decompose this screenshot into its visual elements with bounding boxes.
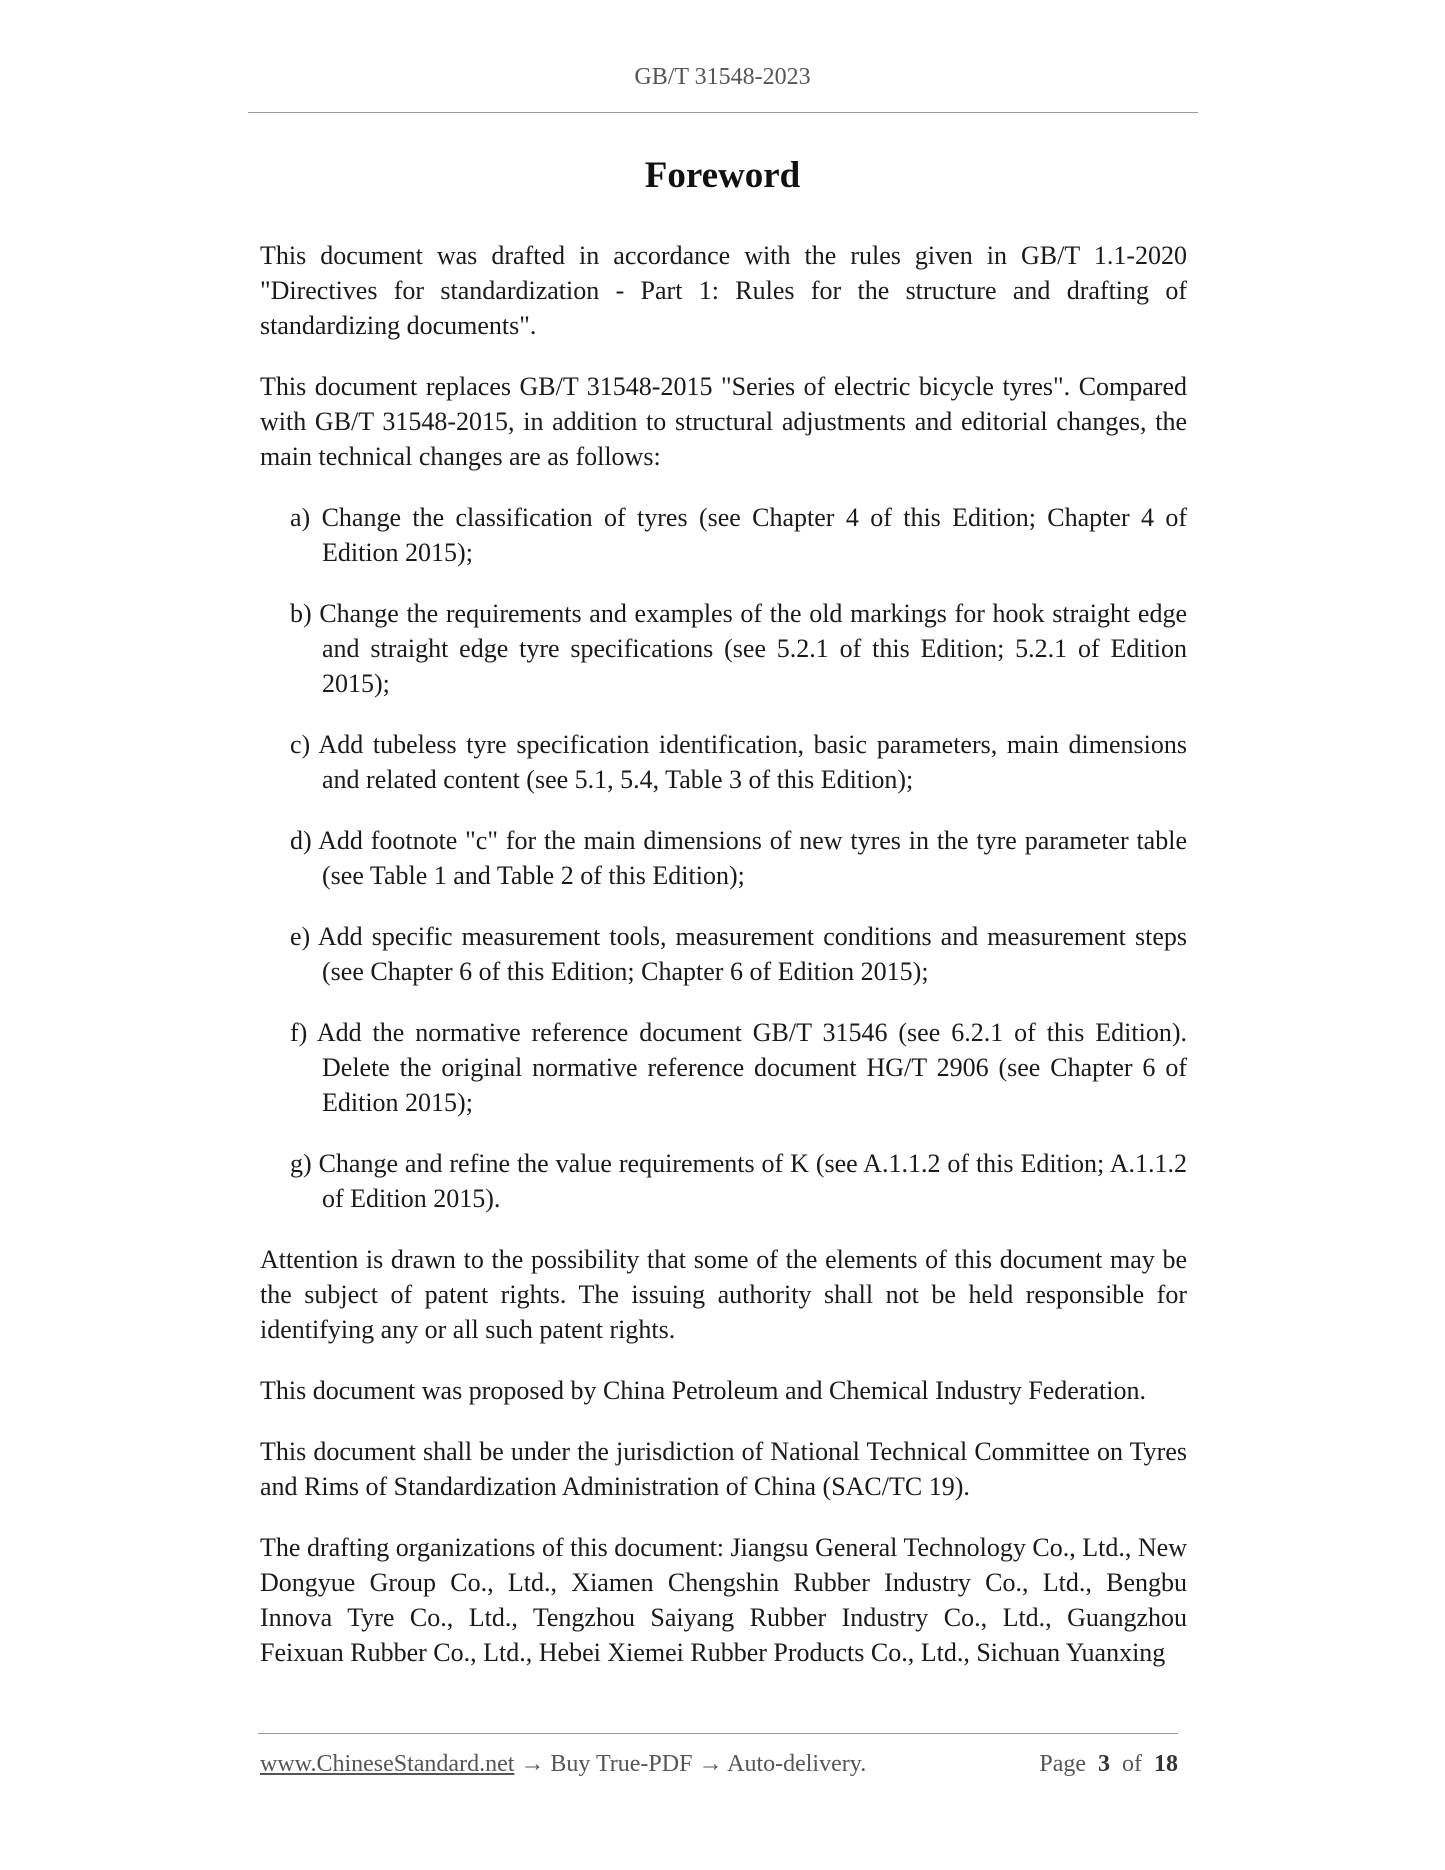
total-page-count: 18	[1154, 1751, 1178, 1777]
page-title: Foreword	[644, 155, 801, 196]
header-divider	[248, 112, 1198, 113]
paragraph-patent-notice: Attention is drawn to the possibility that some of the elements of this document may be the subject of patent rights. The issuing authority shall not be held responsible for identifying any or all such patent rights.	[260, 1245, 1187, 1344]
change-item-b: b) Change the requirements and examples of the old markings for hook straight edge and straight edge tyre specifications (see 5.2.1 of this Edition; 5.2.1 of Edition 2015);	[290, 599, 1187, 698]
website-link[interactable]: www.ChineseStandard.net	[260, 1751, 515, 1777]
document-body	[260, 238, 1187, 1696]
page-indicator	[1039, 1751, 1178, 1778]
change-item-g: g) Change and refine the value requirements of K (see A.1.1.2 of this Edition; A.1.1.2 of Edition 2015).	[290, 1149, 1187, 1213]
paragraph-drafting-organizations: The drafting organizations of this document: Jiangsu General Technology Co., Ltd., New Dongyue Group Co., Ltd., Xiamen Chengshin Rubber Industry Co., Ltd., Bengbu Innova Tyre Co., Ltd., Tengzhou Saiyang Rubber Industry Co., Ltd., Guangzhou Feixuan Rubber Co., Ltd., Hebei Xiemei Rubber Products Co., Ltd., Sichuan Yuanxing	[260, 1533, 1187, 1667]
current-page-number: 3	[1098, 1751, 1110, 1777]
document-header-code: GB/T 31548-2023	[634, 64, 811, 90]
paragraph-replaces: This document replaces GB/T 31548-2015 "Series of electric bicycle tyres". Compared with GB/T 31548-2015, in addition to structural adjustments and editorial changes, the main technical changes are as follows:	[260, 372, 1187, 471]
footer-promo	[260, 1751, 866, 1778]
paragraph-drafting-rules: This document was drafted in accordance with the rules given in GB/T 1.1-2020 "Directives for standardization - Part 1: Rules for the structure and drafting of standardizing documents".	[260, 241, 1187, 340]
paragraph-proposed-by: This document was proposed by China Petroleum and Chemical Industry Federation.	[260, 1376, 1146, 1405]
change-item-e: e) Add specific measurement tools, measurement conditions and measurement steps (see Chapter 6 of this Edition; Chapter 6 of Edition 2015);	[290, 922, 1187, 986]
page-label: Page	[1039, 1751, 1086, 1777]
paragraph-jurisdiction: This document shall be under the jurisdiction of National Technical Committee on Tyres and Rims of Standardization Administration of China (SAC/TC 19).	[260, 1437, 1187, 1501]
change-item-c: c) Add tubeless tyre specification identification, basic parameters, main dimensions and related content (see 5.1, 5.4, Table 3 of this Edition);	[290, 730, 1187, 794]
of-label: of	[1122, 1751, 1142, 1777]
footer-divider	[258, 1733, 1178, 1734]
change-item-d: d) Add footnote "c" for the main dimensions of new tyres in the tyre parameter table (see Table 1 and Table 2 of this Edition);	[290, 826, 1187, 890]
change-item-f: f) Add the normative reference document GB/T 31546 (see 6.2.1 of this Edition). Delete the original normative reference document HG/T 2906 (see Chapter 6 of Edition 2015);	[290, 1018, 1187, 1117]
change-item-a: a) Change the classification of tyres (see Chapter 4 of this Edition; Chapter 4 of Edition 2015);	[290, 503, 1187, 567]
footer-promo-text: → Buy True-PDF → Auto-delivery.	[514, 1751, 867, 1777]
